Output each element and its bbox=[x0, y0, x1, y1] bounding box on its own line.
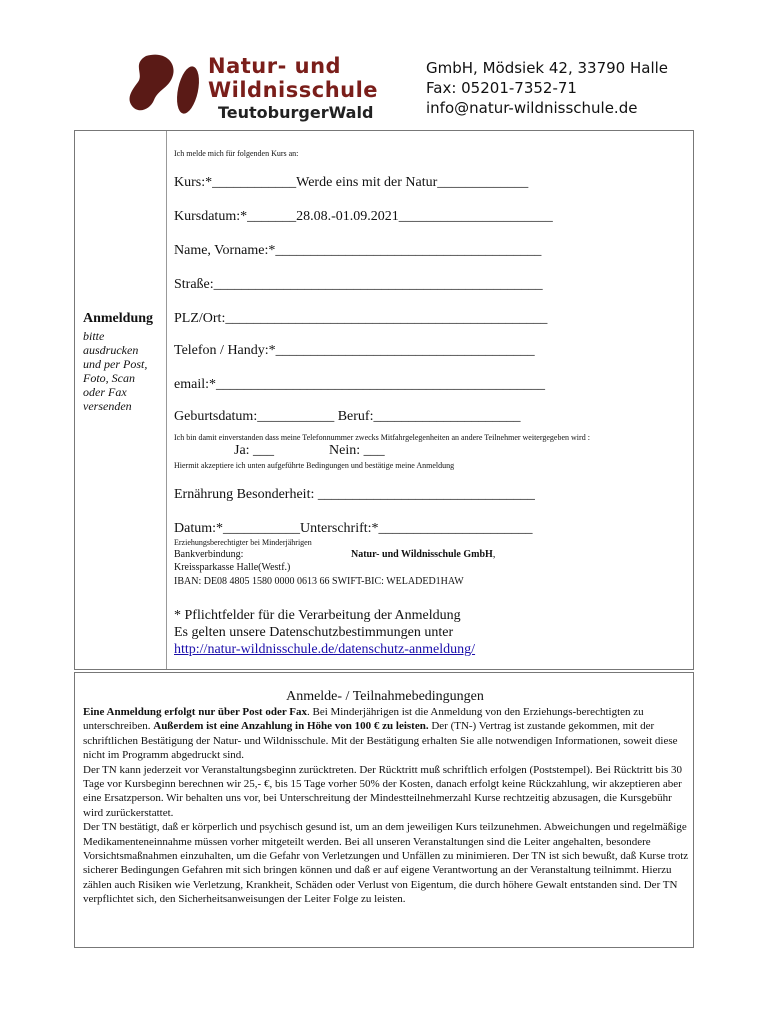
kurs-field[interactable]: Kurs:*____________Werde eins mit der Natur_____________ bbox=[174, 175, 529, 190]
name-field[interactable]: Name, Vorname:*______________________________________ bbox=[174, 243, 542, 258]
address-line: GmbH, Mödsiek 42, 33790 Halle bbox=[426, 59, 669, 77]
plz-field[interactable]: PLZ/Ort:______________________________________________ bbox=[174, 311, 548, 326]
header bbox=[0, 0, 770, 130]
conditions-span: Der (TN-) Vertrag ist zustande gekommen, mit der schriftlichen Bestätigung der Natur- und Wildnisschule. Mit der Bestätigung erhalten Sie alle notwendigen Informationen, soweit diese nicht im Programm abgedruckt sind. bbox=[83, 720, 678, 762]
bank-name-text: Natur- und Wildnisschule GmbH bbox=[351, 549, 493, 560]
side-note-line: ausdrucken bbox=[83, 343, 139, 357]
logo-line-2: Wildnisschule bbox=[208, 78, 379, 102]
email-field[interactable]: email:*_______________________________________________ bbox=[174, 377, 545, 392]
bank-label: Bankverbindung: bbox=[174, 549, 244, 560]
iban-line: IBAN: DE08 4805 1580 0000 0613 66 SWIFT-BIC: WELADED1HAW bbox=[174, 576, 464, 587]
pflicht-line-2: Es gelten unsere Datenschutzbestimmungen unter bbox=[174, 625, 454, 640]
logo-line-3: TeutoburgerWald bbox=[218, 103, 374, 122]
nein-field[interactable]: Nein: ___ bbox=[329, 443, 385, 458]
datum-unterschrift-field[interactable]: Datum:*___________Unterschrift:*______________________ bbox=[174, 521, 533, 536]
datenschutz-link[interactable]: http://natur-wildnisschule.de/datenschutz-anmeldung/ bbox=[174, 642, 476, 657]
conditions-span: . Bei Minderjährigen ist die Anmeldung von den Erziehungs-berechtigten zu unterschreiben. bbox=[83, 706, 644, 733]
side-note-line: bitte bbox=[83, 329, 105, 343]
bank-name bbox=[351, 549, 495, 560]
side-note-line: oder Fax bbox=[83, 385, 127, 399]
telefon-field[interactable]: Telefon / Handy:*_____________________________________ bbox=[174, 343, 535, 358]
conditions-paragraph: Der TN kann jederzeit vor Veranstaltungsbeginn zurücktreten. Der Rücktritt muß schriftlich erfolgen (Poststempel). Bei Rücktritt bis 30 Tage vor Kursbeginn berechnen wir 25,- €, bis 15 Tage vorher 50% der Kosten, danach erfolgt keine Rückzahlung, wir akzeptieren aber eine Ersatzperson. Wir behalten uns vor, bei Unterschreitung der Mindestteilnehmerzahl Kurse rechtzeitig abzusagen, die Kursgebühr wird zurückerstattet. bbox=[83, 763, 682, 819]
side-note bbox=[83, 329, 167, 413]
conditions-title: Anmelde- / Teilnahmebedingungen bbox=[286, 689, 484, 704]
conditions-bold: Eine Anmeldung erfolgt nur über Post oder Fax bbox=[83, 706, 307, 718]
bank-city: Kreissparkasse Halle(Westf.) bbox=[174, 562, 291, 573]
intro-text: Ich melde mich für folgenden Kurs an: bbox=[174, 149, 299, 158]
logo-line-1: Natur- und bbox=[208, 54, 342, 78]
address-block bbox=[426, 58, 668, 118]
footprint-icon bbox=[118, 50, 208, 130]
conditions-box bbox=[74, 672, 694, 948]
accept-text: Hiermit akzeptiere ich unten aufgeführte Bedingungen und bestätige meine Anmeldung bbox=[174, 461, 455, 470]
side-note-line: und per Post, bbox=[83, 357, 148, 371]
ernaehrung-field[interactable]: Ernährung Besonderheit: _______________________________ bbox=[174, 487, 535, 502]
conditions-paragraph bbox=[83, 705, 689, 763]
side-label bbox=[83, 311, 167, 413]
email-link[interactable]: info@natur-wildnisschule.de bbox=[426, 99, 638, 117]
ja-field[interactable]: Ja: ___ bbox=[234, 443, 275, 458]
kursdatum-field[interactable]: Kursdatum:*_______28.08.-01.09.2021______________________ bbox=[174, 209, 553, 224]
pflicht-line-1: * Pflichtfelder für die Verarbeitung der Anmeldung bbox=[174, 608, 461, 623]
bank-name-suffix: , bbox=[492, 549, 496, 560]
consent-text: Ich bin damit einverstanden dass meine Telefonnummer zwecks Mitfahrgelegenheiten an andere Teilnehmer weitergegeben wird : bbox=[174, 433, 590, 442]
geburtsdatum-field[interactable]: Geburtsdatum:___________ Beruf:_____________________ bbox=[174, 409, 521, 424]
side-title: Anmeldung bbox=[83, 311, 154, 326]
conditions-paragraph: Der TN bestätigt, daß er körperlich und psychisch gesund ist, um an dem jeweiligen Kurs teilzunehmen. Abweichungen und regelmäßige Medikamenteneinnahme müssen vorher mitgeteilt werden. Bei all unseren Veranstaltungen sind die Leiter angehalten, besondere Vorsichtsmaßnahmen einzuhalten, um die Gefahr von Verletzungen und Unfällen zu minimieren. Der TN ist sich bewußt, daß Kurse trotz sicherer Bedingungen Gefahren mit sich bringen können und daß er auf eigene Verantwortung an der Veranstaltung teilnimmt. Hierzu zählen auch Risiken wie Verletzung, Krankheit, Schäden oder Verlust von Eigentum, die durch höhere Gewalt entstanden sind. Der TN verpflichtet sich, den Sicherheitsanweisungen der Leiter Folge zu leisten. bbox=[83, 821, 689, 906]
fax-line: Fax: 05201-7352-71 bbox=[426, 79, 577, 97]
conditions-bold: Außerdem ist eine Anzahlung in Höhe von 100 € zu leisten. bbox=[153, 720, 429, 733]
strasse-field[interactable]: Straße:_______________________________________________ bbox=[174, 277, 543, 292]
guardian-note: Erziehungsberechtigter bei Minderjährigen bbox=[174, 538, 312, 547]
side-note-line: versenden bbox=[83, 399, 132, 413]
registration-box bbox=[74, 130, 694, 670]
logo bbox=[118, 50, 379, 130]
side-note-line: Foto, Scan bbox=[83, 371, 135, 385]
conditions-text bbox=[83, 705, 689, 907]
